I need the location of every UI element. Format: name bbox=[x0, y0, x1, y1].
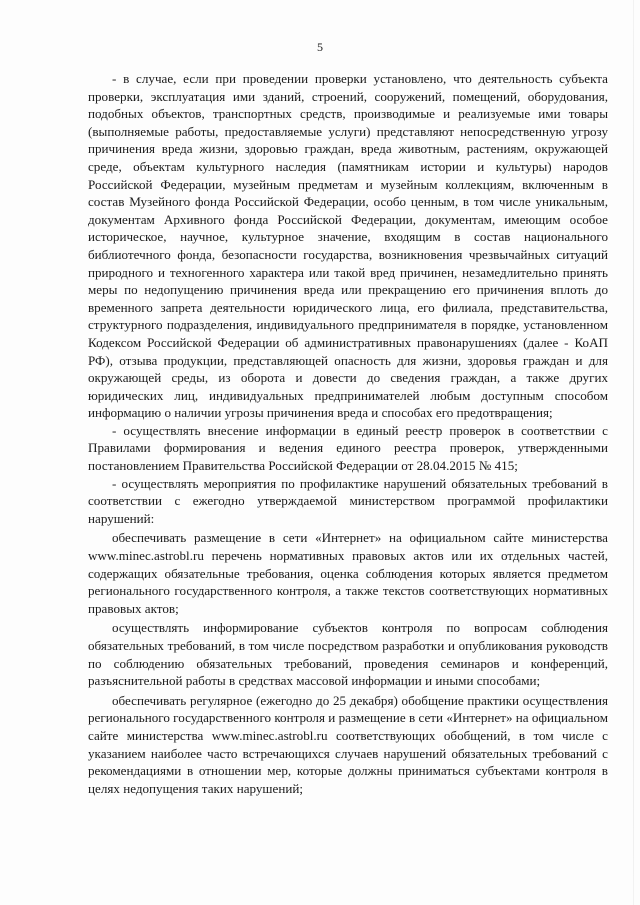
page-number: 5 bbox=[317, 40, 323, 54]
paragraph-inspection-registry: - осуществлять внесение информации в единый реестр проверок в соответствии с Правилами формирования и ведения единого реестра проверок, утвержденными постановлением Правительства Российской Федерации от 28.04.2015 № 415; bbox=[88, 422, 608, 474]
scan-edge-line bbox=[633, 0, 634, 905]
paragraph-practice-summary: обеспечивать регулярное (ежегодно до 25 декабря) обобщение практики осуществления регионального государственного контроля и размещение в сети «Интернет» на официальном сайте министерства www.minec.astrobl.ru соответствующих обобщений, в том числе с указанием наиболее часто встречающихся случаев нарушений обязательных требований с рекомендациями в отношении мер, которые должны приниматься субъектами контроля в целях недопущения таких нарушений; bbox=[88, 692, 608, 796]
paragraph-inform-subjects: осуществлять информирование субъектов контроля по вопросам соблюдения обязательных требований, в том числе посредством разработки и опубликования руководств по соблюдению обязательных требований, проведения семинаров и конференций, разъяснительной работы в средствах массовой информации и иными способами; bbox=[88, 620, 608, 689]
paragraph-threat-measures: - в случае, если при проведении проверки установлено, что деятельность субъекта проверки, эксплуатация ими зданий, строений, сооружений, помещений, оборудования, подобных объектов, транспортных средств, производимые и реализуемые ими товары (выполняемые работы, предоставляемые услуги) представляют непосредственную угрозу причинения вреда жизни, здоровью граждан, вреда животным, растениям, окружающей среде, объектам культурного наследия (памятникам истории и культуры) народов Российской Федерации, музейным предметам и музейным коллекциям, включенным в состав Музейного фонда Российской Федерации, особо ценным, в том числе уникальным, документам Архивного фонда Российской Федерации, документам, имеющим особое историческое, научное, культурное значение, входящим в состав национального библиотечного фонда, безопасности государства, возникновения чрезвычайных ситуаций природного и техногенного характера или такой вред причинен, незамедлительно принять меры по недопущению причинения вреда или прекращению его причинения вплоть до временного запрета деятельности юридического лица, его филиала, представительства, структурного подразделения, индивидуального предпринимателя в порядке, установленном Кодексом Российской Федерации об административных правонарушениях (далее - КоАП РФ), отзыва продукции, представляющей опасность для жизни, здоровья граждан и для окружающей среды, из оборота и довести до сведения граждан, а также других юридических лиц, индивидуальных предпринимателей любым доступным способом информацию о наличии угрозы причинения вреда и способах его предотвращения; bbox=[88, 71, 608, 421]
document-body bbox=[88, 70, 608, 797]
paragraph-publish-acts: обеспечивать размещение в сети «Интернет» на официальном сайте министерства www.minec.astrobl.ru перечень нормативных правовых актов или их отдельных частей, содержащих обязательные требования, оценка соблюдения которых является предметом регионального государственного контроля, а также текстов соответствующих нормативных правовых актов; bbox=[88, 530, 608, 616]
paragraph-prevention-program: - осуществлять мероприятия по профилактике нарушений обязательных требований в соответствии с ежегодно утверждаемой министерством программой профилактики нарушений: bbox=[88, 475, 608, 526]
